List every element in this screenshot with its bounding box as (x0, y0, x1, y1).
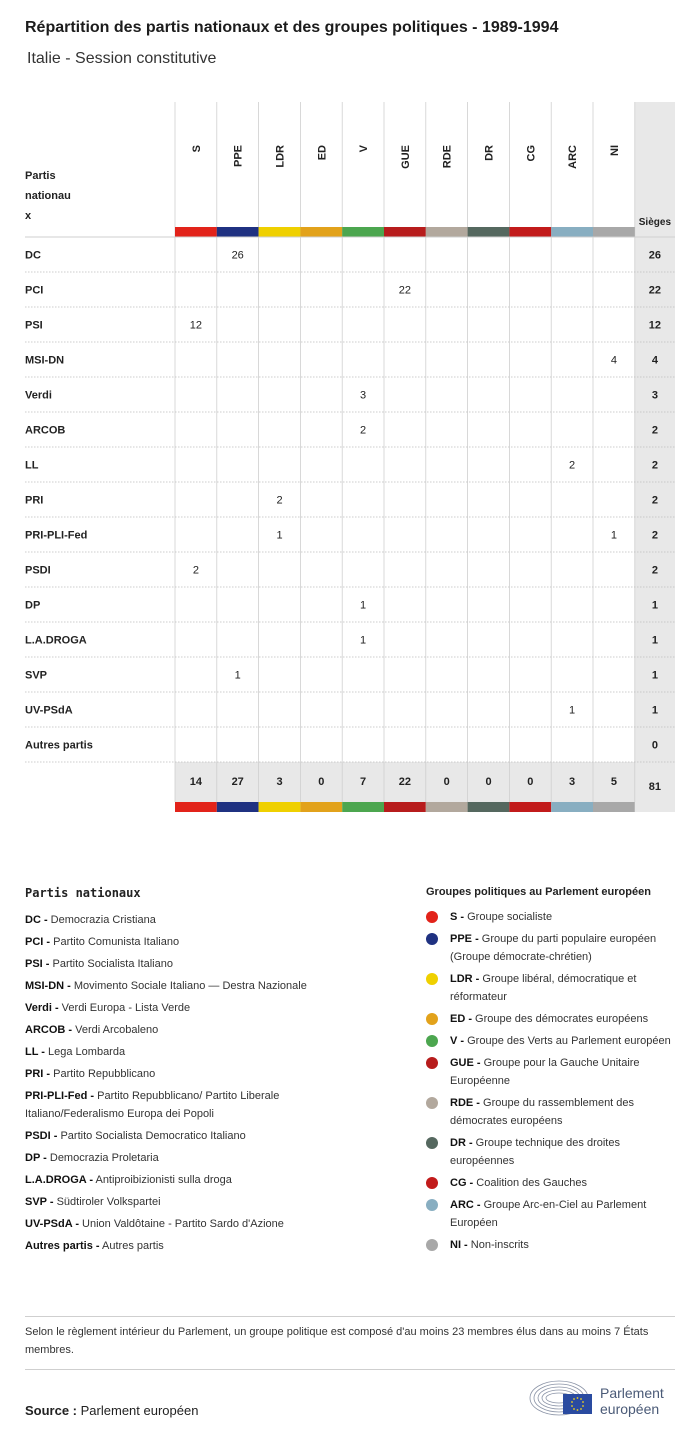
group-color-bar (259, 227, 301, 237)
logo-line-1: Parlement (600, 1385, 664, 1401)
party-legend-abbr: Verdi - (25, 1002, 59, 1014)
party-legend-item (25, 1043, 375, 1061)
row-party-label: PCI (25, 284, 44, 297)
group-header-rde: RDE (441, 145, 454, 169)
party-legend-abbr: DP - (25, 1152, 47, 1164)
group-header-ldr: LDR (274, 145, 287, 168)
party-legend-abbr: UV-PSdA - (25, 1218, 79, 1230)
group-legend-item (426, 1054, 686, 1090)
group-legend-abbr: RDE - (450, 1097, 480, 1109)
row-seats-value: 2 (651, 459, 658, 472)
group-header-cg: CG (525, 145, 538, 162)
group-legend-abbr: ARC - (450, 1199, 481, 1211)
group-legend-abbr: ED - (450, 1013, 472, 1025)
total-value: 7 (360, 776, 367, 788)
group-color-dot (426, 1097, 438, 1109)
group-legend-item (426, 970, 686, 1006)
party-legend-item (25, 1149, 375, 1167)
group-color-dot (426, 1177, 438, 1189)
group-legend-item (426, 930, 686, 966)
group-legend-item (426, 1134, 686, 1170)
party-legend-abbr: Autres partis - (25, 1240, 100, 1252)
footer-divider-top (25, 1316, 675, 1317)
party-legend-name: Partito Comunista Italiano (50, 936, 180, 948)
row-seats-value: 22 (648, 284, 662, 297)
party-legend-name: Democrazia Cristiana (47, 914, 156, 926)
row-party-label: ARCOB (25, 424, 66, 437)
group-legend-abbr: PPE - (450, 933, 479, 945)
party-legend-item (25, 1021, 375, 1039)
group-header-dr: DR (483, 145, 496, 161)
logo-wordmark (600, 1385, 664, 1417)
row-party-label: Autres partis (25, 739, 93, 752)
cell-value: 1 (360, 634, 367, 647)
group-color-dot (426, 1137, 438, 1149)
cell-value: 2 (276, 494, 283, 507)
party-legend-name: Verdi Arcobaleno (72, 1024, 159, 1036)
cell-value: 1 (360, 599, 367, 612)
row-header-label: x (25, 210, 32, 222)
group-header-arc: ARC (567, 145, 580, 169)
group-legend-item (426, 908, 686, 926)
row-party-label: MSI-DN (25, 354, 65, 367)
total-value: 22 (398, 776, 412, 788)
total-value: 0 (527, 776, 534, 788)
group-color-bar (384, 227, 426, 237)
party-legend-item (25, 1215, 375, 1233)
total-value: 5 (610, 776, 617, 788)
source-line (25, 1403, 198, 1418)
group-legend-name: Groupe des démocrates européens (472, 1013, 649, 1025)
row-party-label: SVP (25, 669, 48, 682)
group-color-bar-bottom (468, 802, 510, 812)
party-legend-abbr: PRI-PLI-Fed - (25, 1090, 95, 1102)
cell-value: 2 (569, 459, 576, 472)
party-legend-abbr: PCI - (25, 936, 51, 948)
party-legend-abbr: PSDI - (25, 1130, 58, 1142)
cell-value: 2 (192, 564, 199, 577)
group-legend-name: Groupe Arc-en-Ciel au Parlement Européen (450, 1199, 647, 1229)
total-value: 0 (318, 776, 325, 788)
group-color-bar-bottom (300, 802, 342, 812)
group-color-bar-bottom (426, 802, 468, 812)
group-color-bar (342, 227, 384, 237)
party-legend-abbr: ARCOB - (25, 1024, 73, 1036)
group-header-ni: NI (608, 145, 621, 156)
party-legend-abbr: PRI - (25, 1068, 51, 1080)
group-color-dot (426, 973, 438, 985)
party-legend-name: Partito Repubblicano (50, 1068, 156, 1080)
group-color-bar (593, 227, 635, 237)
group-header-ed: ED (316, 145, 329, 161)
group-legend-abbr: LDR - (450, 973, 480, 985)
party-legend-item (25, 999, 375, 1017)
cell-value: 22 (398, 284, 412, 297)
party-legend-name: Autres partis (99, 1240, 164, 1252)
row-party-label: PRI-PLI-Fed (25, 529, 88, 542)
group-legend-name: Groupe du parti populaire européen (Groupe démocrate-chrétien) (450, 933, 657, 963)
source-value: Parlement européen (80, 1403, 199, 1418)
row-seats-value: 2 (651, 529, 658, 542)
total-value: 27 (231, 776, 244, 788)
party-legend-name: Partito Socialista Democratico Italiano (57, 1130, 246, 1142)
party-legend-item (25, 955, 375, 973)
row-seats-value: 26 (648, 249, 662, 262)
group-legend-abbr: NI - (450, 1239, 468, 1251)
row-party-label: PSDI (25, 564, 51, 577)
row-party-label: UV-PSdA (25, 704, 73, 717)
group-color-bar (175, 227, 217, 237)
party-legend-item (25, 1127, 375, 1145)
group-color-bar-bottom (509, 802, 551, 812)
row-header-label: Partis (25, 170, 56, 182)
party-legend-item (25, 1193, 375, 1211)
party-legend-item (25, 1171, 375, 1189)
row-seats-value: 0 (651, 739, 658, 752)
group-color-dot (426, 933, 438, 945)
total-value: 3 (569, 776, 576, 788)
group-color-dot (426, 1239, 438, 1251)
row-party-label: DP (25, 599, 41, 612)
party-legend-name: Union Valdôtaine - Partito Sardo d'Azione (79, 1218, 284, 1230)
party-legend-name: Verdi Europa - Lista Verde (58, 1002, 191, 1014)
group-header-v: V (358, 145, 371, 153)
group-color-dot (426, 911, 438, 923)
row-seats-value: 12 (648, 319, 662, 332)
row-party-label: LL (25, 459, 39, 472)
cell-value: 2 (360, 424, 367, 437)
party-legend-item (25, 1087, 375, 1123)
party-legend-name: Lega Lombarda (44, 1046, 126, 1058)
row-seats-value: 2 (651, 564, 658, 577)
group-color-bar-bottom (551, 802, 593, 812)
chart-title: Répartition des partis nationaux et des groupes politiques - 1989-1994 (25, 19, 559, 36)
party-legend-abbr: LL - (25, 1046, 45, 1058)
row-seats-value: 2 (651, 424, 658, 437)
group-legend-abbr: DR - (450, 1137, 473, 1149)
group-legend-heading: Groupes politiques au Parlement européen (426, 886, 651, 898)
party-legend (25, 886, 375, 1259)
group-legend-name: Groupe des Verts au Parlement européen (464, 1035, 671, 1047)
party-legend-name: Partito Repubblicano/ Partito Liberale Italiano/Federalismo Europa dei Popoli (25, 1090, 280, 1120)
footer-divider-bottom (25, 1369, 675, 1370)
group-color-bar-bottom (259, 802, 301, 812)
row-seats-value: 3 (651, 389, 658, 402)
group-legend-item (426, 1010, 686, 1028)
group-legend-name: Coalition des Gauches (473, 1177, 587, 1189)
row-seats-value: 1 (651, 669, 658, 682)
seats-header: Sièges (638, 217, 672, 228)
party-legend-abbr: PSI - (25, 958, 50, 970)
party-legend-item (25, 933, 375, 951)
cell-value: 12 (189, 319, 203, 332)
group-color-dot (426, 1199, 438, 1211)
total-value: 0 (443, 776, 450, 788)
group-color-bar-bottom (217, 802, 259, 812)
cell-value: 1 (569, 704, 576, 717)
group-color-bar (551, 227, 593, 237)
cell-value: 3 (360, 389, 367, 402)
row-party-label: L.A.DROGA (25, 634, 87, 647)
party-legend-item (25, 1237, 375, 1255)
group-color-bar-bottom (593, 802, 635, 812)
group-color-bar-bottom (342, 802, 384, 812)
group-legend-item (426, 1196, 686, 1232)
group-legend-abbr: CG - (450, 1177, 474, 1189)
group-color-bar (509, 227, 551, 237)
row-party-label: DC (25, 249, 41, 262)
total-value: 14 (189, 776, 203, 788)
group-color-bar-bottom (384, 802, 426, 812)
row-seats-value: 1 (651, 599, 658, 612)
row-party-label: PSI (25, 319, 43, 332)
group-color-bar (426, 227, 468, 237)
party-legend-heading: Partis nationaux (25, 886, 141, 900)
cell-value: 1 (276, 529, 283, 542)
total-value: 0 (485, 776, 492, 788)
row-seats-value: 1 (651, 704, 658, 717)
group-legend-abbr: S - (450, 911, 465, 923)
group-legend-name: Non-inscrits (467, 1239, 529, 1251)
row-party-label: PRI (25, 494, 44, 507)
party-legend-abbr: DC - (25, 914, 48, 926)
row-header-label: nationau (25, 190, 71, 202)
cell-value: 4 (610, 354, 617, 367)
party-legend-abbr: L.A.DROGA - (25, 1174, 94, 1186)
group-legend-name: Groupe du rassemblement des démocrates européens (450, 1097, 635, 1127)
group-legend-abbr: GUE - (450, 1057, 481, 1069)
cell-value: 1 (610, 529, 617, 542)
group-legend-item (426, 1174, 686, 1192)
group-legend-name: Groupe pour la Gauche Unitaire Européenne (450, 1057, 640, 1087)
cell-value: 26 (231, 249, 244, 262)
party-legend-name: Democrazia Proletaria (46, 1152, 159, 1164)
group-legend-abbr: V - (450, 1035, 465, 1047)
party-legend-name: Movimento Sociale Italiano — Destra Nazionale (70, 980, 307, 992)
party-legend-item (25, 977, 375, 995)
group-header-s: S (190, 145, 203, 153)
party-legend-name: Antiproibizionisti sulla droga (93, 1174, 232, 1186)
row-seats-value: 4 (651, 354, 658, 367)
chart-subtitle: Italie - Session constitutive (27, 50, 217, 67)
group-color-dot (426, 1013, 438, 1025)
group-legend-item (426, 1236, 686, 1254)
party-legend-item (25, 911, 375, 929)
group-header-ppe: PPE (232, 145, 245, 168)
group-color-dot (426, 1035, 438, 1047)
total-value: 3 (276, 776, 283, 788)
party-legend-item (25, 1065, 375, 1083)
group-color-bar (217, 227, 259, 237)
group-color-bar (468, 227, 510, 237)
group-legend (426, 886, 686, 1258)
row-seats-value: 2 (651, 494, 658, 507)
group-legend-item (426, 1094, 686, 1130)
group-header-gue: GUE (399, 145, 412, 169)
row-seats-value: 1 (651, 634, 658, 647)
party-legend-name: Partito Socialista Italiano (49, 958, 173, 970)
cell-value: 1 (234, 669, 241, 682)
group-legend-name: Groupe socialiste (464, 911, 553, 923)
row-party-label: Verdi (25, 389, 52, 402)
party-legend-abbr: SVP - (25, 1196, 54, 1208)
group-color-dot (426, 1057, 438, 1069)
party-legend-name: Südtiroler Volkspartei (53, 1196, 161, 1208)
group-legend-item (426, 1032, 686, 1050)
total-seats-value: 81 (648, 781, 662, 793)
group-legend-name: Groupe technique des droites européennes (450, 1137, 620, 1167)
source-label: Source : (25, 1403, 78, 1418)
group-color-bar-bottom (175, 802, 217, 812)
group-legend-name: Groupe libéral, démocratique et réformateur (450, 973, 637, 1003)
footer-note: Selon le règlement intérieur du Parlement, un groupe politique est composé d'au moins 23 membres élus dans au moins 7 États membres. (25, 1326, 649, 1356)
logo-line-2: européen (600, 1401, 660, 1417)
party-legend-abbr: MSI-DN - (25, 980, 71, 992)
group-color-bar (300, 227, 342, 237)
